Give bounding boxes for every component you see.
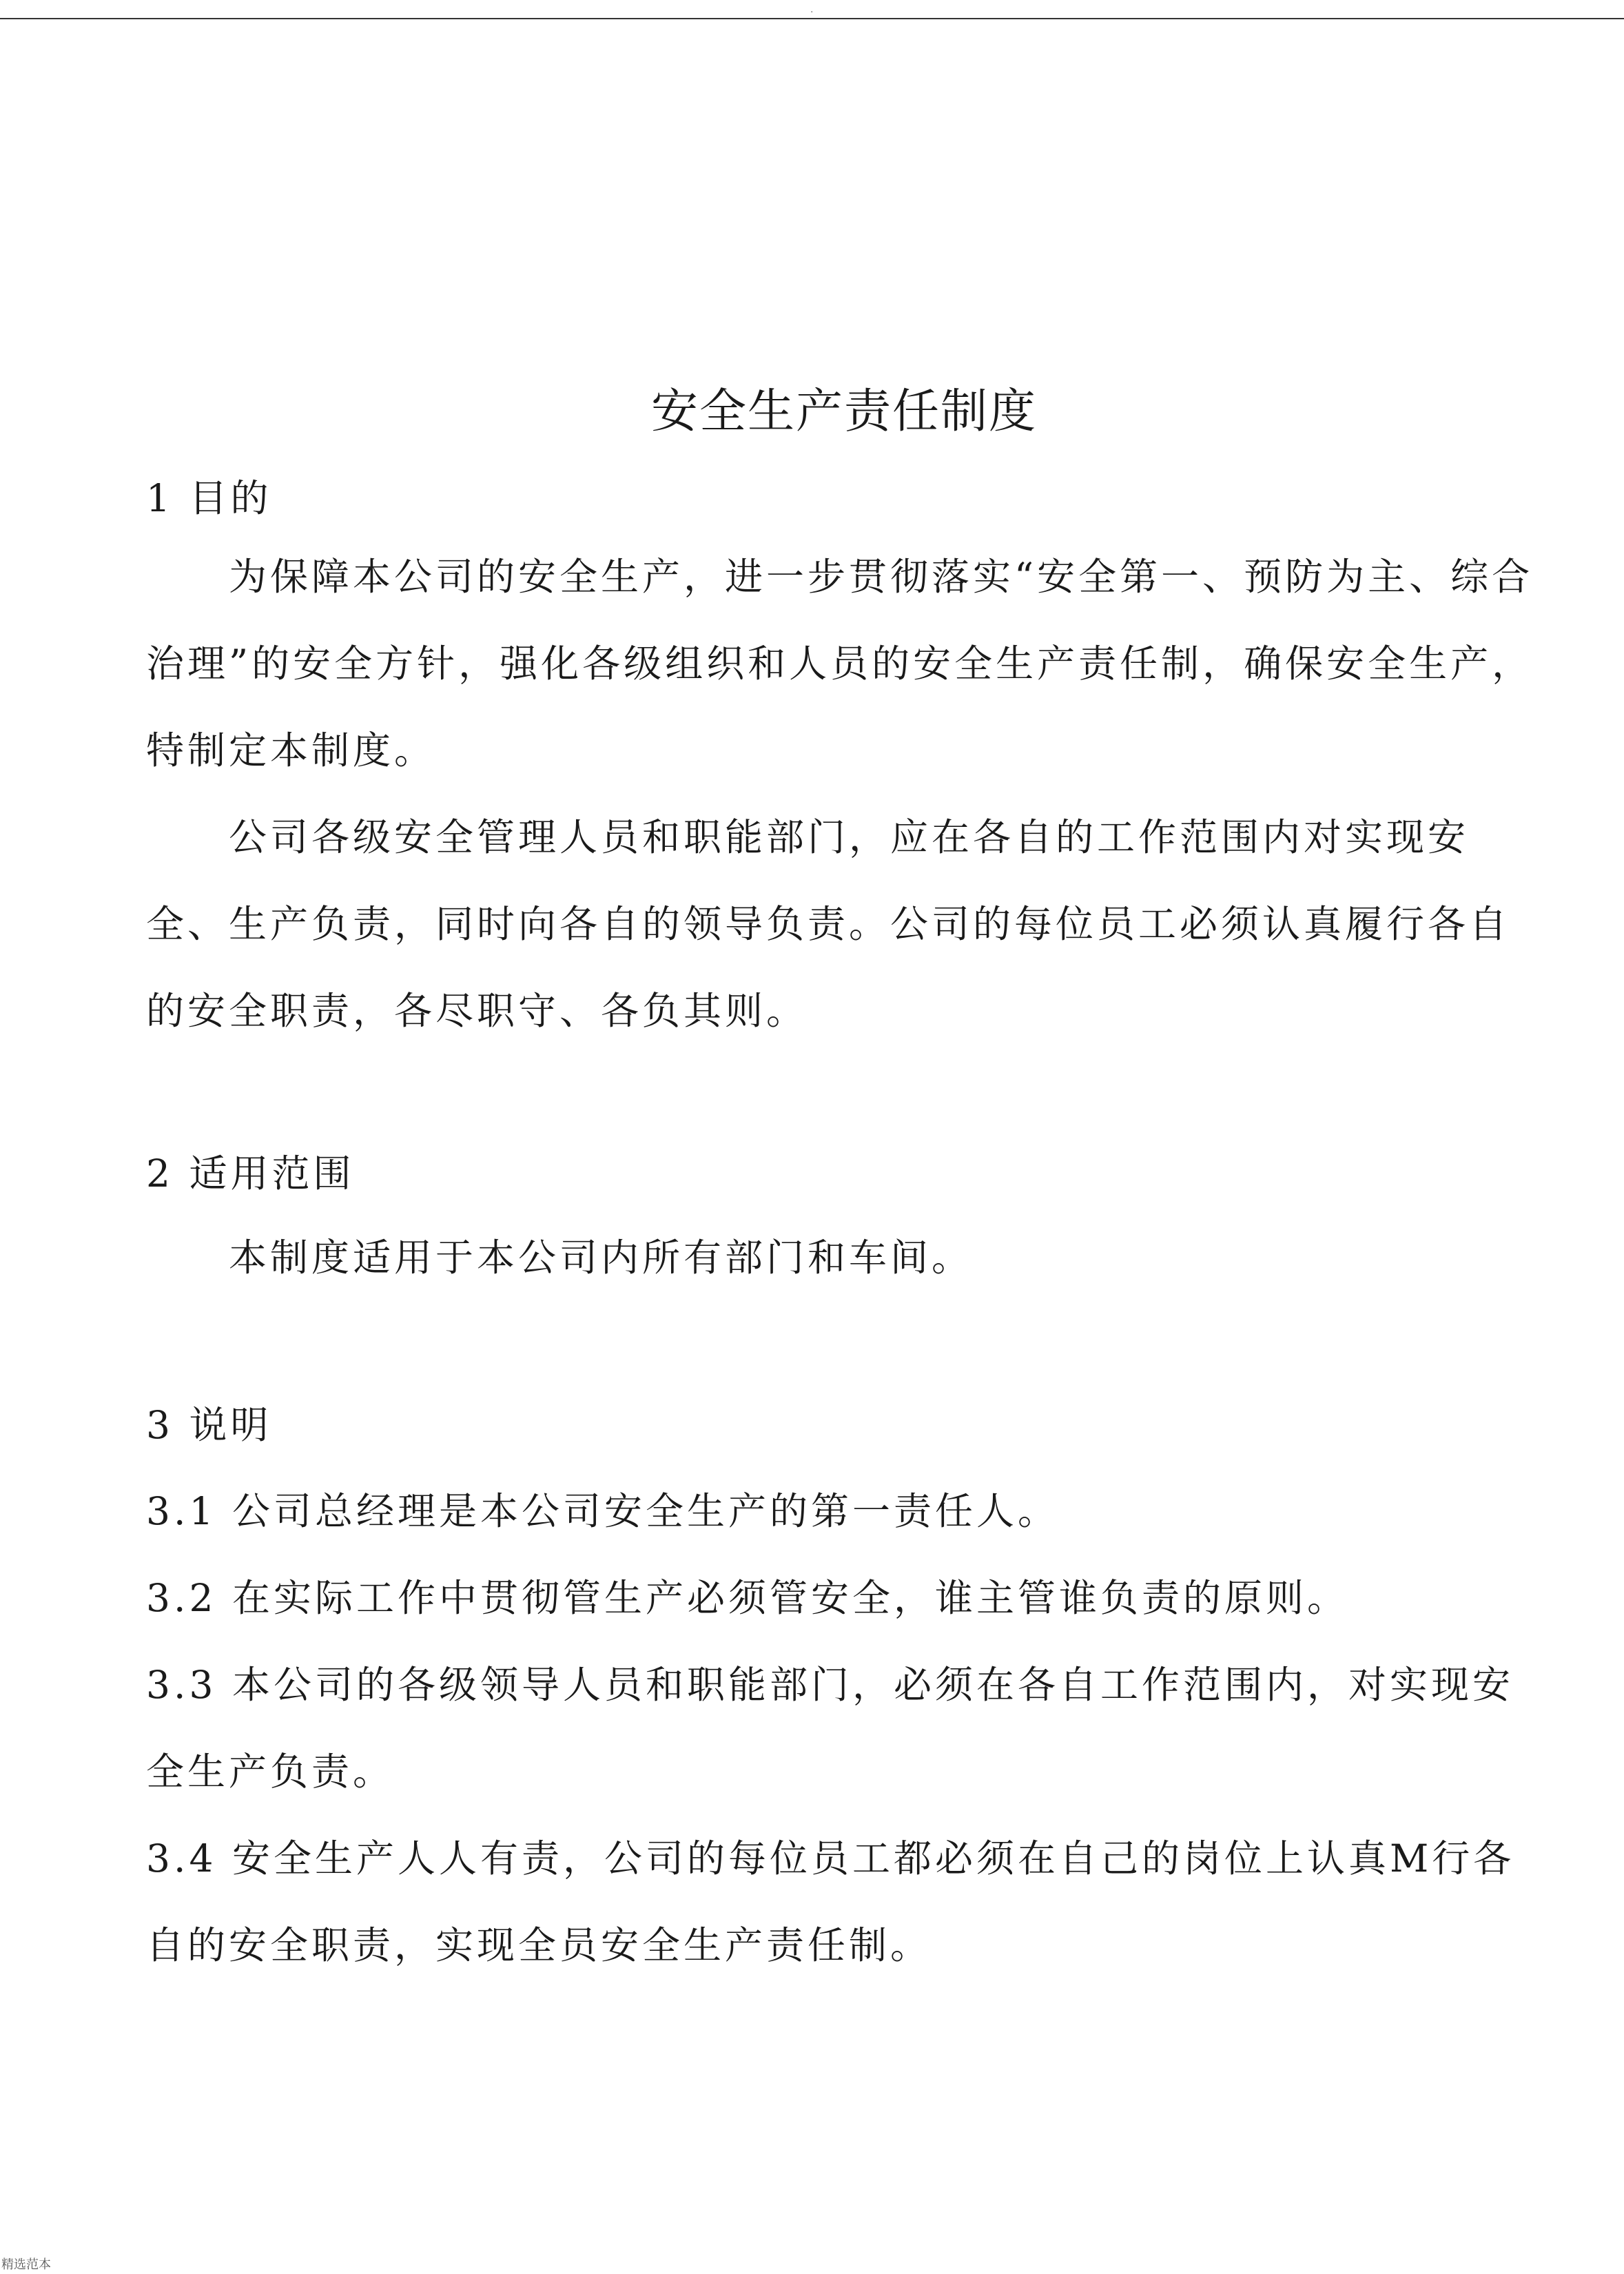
section-heading-scope: 2 适用范围 — [146, 1151, 355, 1196]
scope-paragraph: 本制度适用于本公司内所有部门和车间。 — [229, 1236, 974, 1280]
description-item-3-3: 3.3 本公司的各级领导人员和职能部门，必须在各自工作范围内，对实现安全生产负责。 — [146, 1663, 1514, 1794]
footer-label: 精选范本 — [1, 2257, 51, 2272]
document-title: 安全生产责任制度 — [650, 385, 1037, 439]
description-item-3-2: 3.2 在实际工作中贯彻管生产必须管安全，谁主管谁负责的原则。 — [146, 1576, 1348, 1620]
description-item-3-1: 3.1 公司总经理是本公司安全生产的第一责任人。 — [146, 1489, 1059, 1533]
purpose-paragraph-1: 为保障本公司的安全生产，进一步贯彻落实“安全第一、预防为主、综合治理”的安全方针，强化各级组织和人员的安全生产责任制，确保安全生产，特制定本制度。 — [146, 555, 1534, 772]
section-heading-description: 3 说明 — [146, 1403, 272, 1447]
header-rule — [0, 18, 1624, 19]
section-heading-purpose: 1 目的 — [146, 476, 272, 520]
description-item-3-4: 3.4 安全生产人人有责，公司的每位员工都必须在自己的岗位上认真M行各自的安全职责，实现全员安全生产责任制。 — [146, 1836, 1515, 1967]
header-mark: . — [810, 4, 814, 15]
purpose-paragraph-2: 公司各级安全管理人员和职能部门，应在各自的工作范围内对实现安全、生产负责，同时向各自的领导负责。公司的每位员工必须认真履行各自的安全职责，各尽职守、各负其则。 — [146, 815, 1511, 1033]
